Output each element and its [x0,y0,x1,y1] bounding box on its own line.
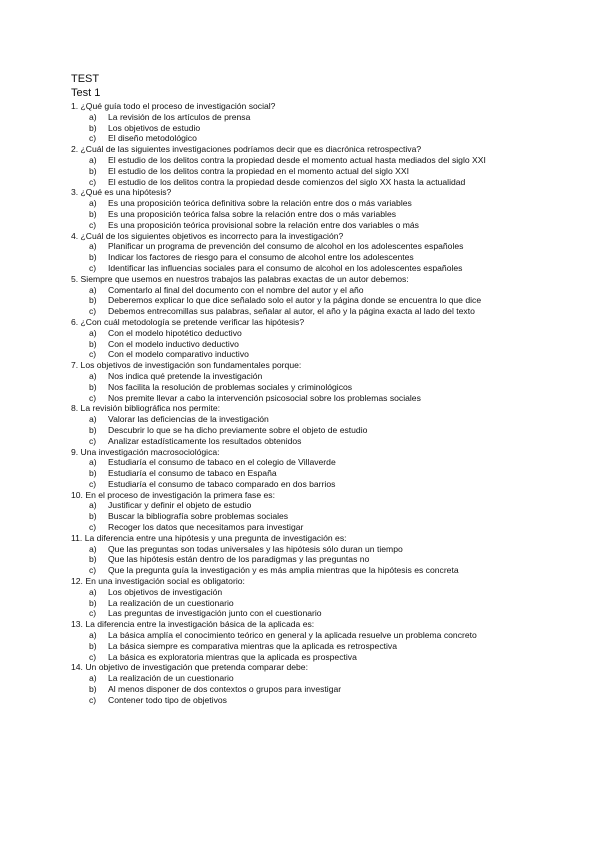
answer-option [71,500,571,511]
option-letter: c) [89,349,97,360]
option-letter: a) [89,111,97,122]
option-text: La realización de un cuestionario [108,673,234,684]
answer-option [71,177,571,188]
option-text: Con el modelo hipotético deductivo [108,327,242,338]
answer-option [71,436,571,447]
document-title: TEST [71,73,100,85]
option-text: Estudiaría el consumo de tabaco comparado en dos barrios [108,478,336,489]
question-text: 8. La revisión bibliográfica nos permite: [71,403,221,414]
option-letter: b) [89,381,97,392]
option-letter: b) [89,208,97,219]
question-block [71,231,571,274]
option-letter: c) [89,522,97,533]
option-text: Identificar las influencias sociales para el consumo de alcohol en los adolescentes españoles [108,262,463,273]
option-text: Comentarlo al final del documento con el nombre del autor y el año [108,284,364,295]
option-text: Contener todo tipo de objetivos [108,694,227,705]
document-page [71,72,571,706]
answer-option [71,598,571,609]
option-letter: c) [89,133,97,144]
option-letter: b) [89,338,97,349]
question-text: 2. ¿Cuál de las siguientes investigaciones podríamos decir que es diacrónica retrospectiva? [71,144,422,155]
option-text: Las preguntas de investigación junto con el cuestionario [108,608,322,619]
option-text: Es una proposición teórica provisional sobre la relación entre dos variables o más [108,219,419,230]
answer-option [71,339,571,350]
answer-option [71,414,571,425]
option-text: Estudiaría el consumo de tabaco en el colegio de Villaverde [108,457,336,468]
option-letter: b) [89,597,97,608]
option-text: Descubrir lo que se ha dicho previamente sobre el objeto de estudio [108,424,368,435]
question-block [71,274,571,317]
question-block [71,187,571,230]
option-letter: c) [89,176,97,187]
answer-option [71,198,571,209]
question-text: 10. En el proceso de investigación la primera fase es: [71,489,275,500]
option-text: Estudiaría el consumo de tabaco en España [108,468,277,479]
option-text: El estudio de los delitos contra la propiedad en el momento actual del siglo XXI [108,165,409,176]
option-letter: c) [89,478,97,489]
option-letter: a) [89,457,97,468]
option-letter: b) [89,424,97,435]
option-letter: a) [89,370,97,381]
answer-option [71,209,571,220]
option-letter: c) [89,694,97,705]
question-block [71,144,571,187]
option-text: La realización de un cuestionario [108,597,234,608]
option-letter: c) [89,435,97,446]
question-text: 13. La diferencia entre la investigación básica de la aplicada es: [71,619,315,630]
option-text: Que la pregunta guía la investigación y es más amplia mientras que la hipótesis es concreta [108,565,459,576]
option-letter: a) [89,241,97,252]
option-text: Con el modelo comparativo inductivo [108,349,249,360]
question-block [71,317,571,360]
question-text: 12. En una investigación social es obligatorio: [71,576,245,587]
answer-option [71,349,571,360]
answer-option [71,155,571,166]
option-text: Nos premite llevar a cabo la intervención psicosocial sobre los problemas sociales [108,392,421,403]
option-text: Que las hipótesis están dentro de los paradigmas y las preguntas no [108,554,370,565]
option-text: Planificar un programa de prevención del consumo de alcohol en los adolescentes españoles [108,241,464,252]
option-letter: b) [89,640,97,651]
option-letter: a) [89,284,97,295]
option-text: La revisión de los artículos de prensa [108,111,251,122]
option-letter: a) [89,543,97,554]
answer-option [71,425,571,436]
answer-option [71,587,571,598]
option-text: Los objetivos de estudio [108,122,201,133]
answer-option [71,457,571,468]
option-letter: a) [89,500,97,511]
answer-option [71,673,571,684]
answer-option [71,123,571,134]
option-letter: b) [89,295,97,306]
question-block [71,490,571,533]
answer-option [71,684,571,695]
option-letter: c) [89,608,97,619]
question-block [71,403,571,446]
option-letter: a) [89,198,97,209]
option-text: Analizar estadísticamente los resultados obtenidos [108,435,302,446]
option-text: Debemos entrecomillas sus palabras, señalar al autor, el año y la página exacta al lado del texto [108,306,475,317]
option-letter: b) [89,554,97,565]
answer-option [71,695,571,706]
option-letter: b) [89,511,97,522]
option-text: Nos facilita la resolución de problemas sociales y criminológicos [108,381,353,392]
option-letter: c) [89,306,97,317]
option-text: Con el modelo inductivo deductivo [108,338,239,349]
question-text: 7. Los objetivos de investigación son fundamentales porque: [71,360,302,371]
option-text: Deberemos explicar lo que dice señalado solo el autor y la página donde se encuentra lo que dice [108,295,482,306]
answer-option [71,544,571,555]
answer-option [71,371,571,382]
option-letter: a) [89,327,97,338]
option-text: Que las preguntas son todas universales y las hipótesis sólo duran un tiempo [108,543,403,554]
option-text: Al menos disponer de dos contextos o grupos para investigar [108,684,342,695]
option-letter: c) [89,392,97,403]
option-text: Los objetivos de investigación [108,586,223,597]
answer-option [71,263,571,274]
option-letter: b) [89,684,97,695]
question-text: 3. ¿Qué es una hipótesis? [71,187,172,198]
answer-option [71,252,571,263]
answer-option [71,468,571,479]
option-letter: b) [89,122,97,133]
option-letter: c) [89,219,97,230]
answer-option [71,511,571,522]
option-text: Es una proposición teórica falsa sobre la relación entre dos o más variables [108,208,397,219]
answer-option [71,479,571,490]
answer-option [71,220,571,231]
answer-option [71,630,571,641]
answer-option [71,166,571,177]
option-text: El estudio de los delitos contra la propiedad desde comienzos del siglo XX hasta la actualidad [108,176,466,187]
option-text: La básica es exploratoria mientras que la aplicada es prospectiva [108,651,357,662]
option-letter: b) [89,165,97,176]
answer-option [71,565,571,576]
question-block [71,662,571,705]
option-letter: a) [89,414,97,425]
option-text: La básica amplía el conocimiento teórico en general y la aplicada resuelve un problema concreto [108,630,477,641]
option-text: Nos indica qué pretende la investigación [108,370,263,381]
option-text: Buscar la bibliografía sobre problemas sociales [108,511,289,522]
question-text: 11. La diferencia entre una hipótesis y una pregunta de investigación es: [71,532,347,543]
question-text: 5. Siempre que usemos en nuestros trabajos las palabras exactas de un autor debemos: [71,273,409,284]
option-text: Recoger los datos que necesitamos para investigar [108,522,304,533]
option-text: La básica siempre es comparativa mientras que la aplicada es retrospectiva [108,640,397,651]
option-text: Indicar los factores de riesgo para el consumo de alcohol entre los adolescentes [108,252,414,263]
option-text: El diseño metodológico [108,133,197,144]
answer-option [71,306,571,317]
question-block [71,447,571,490]
answer-option [71,285,571,296]
answer-option [71,652,571,663]
option-letter: c) [89,262,97,273]
option-text: El estudio de los delitos contra la propiedad desde el momento actual hasta mediados del siglo XXI [108,154,486,165]
option-text: Justificar y definir el objeto de estudio [108,500,252,511]
question-block [71,360,571,403]
question-text: 1. ¿Qué guía todo el proceso de investigación social? [71,101,276,111]
option-letter: c) [89,651,97,662]
answer-option [71,112,571,123]
question-block [71,576,571,619]
question-block [71,619,571,662]
question-text: 9. Una investigación macrosociológica: [71,446,220,457]
answer-option [71,554,571,565]
option-letter: b) [89,252,97,263]
option-text: Valorar las deficiencias de la investigación [108,414,269,425]
option-letter: a) [89,586,97,597]
question-block [71,533,571,576]
question-text: 4. ¿Cuál de los siguientes objetivos es incorrecto para la investigación? [71,230,344,241]
answer-option [71,641,571,652]
answer-option [71,393,571,404]
question-block [71,101,571,144]
option-letter: c) [89,565,97,576]
option-letter: a) [89,630,97,641]
question-text: 6. ¿Con cuál metodología se pretende verificar las hipótesis? [71,316,305,327]
answer-option [71,608,571,619]
answer-option [71,133,571,144]
answer-option [71,295,571,306]
option-letter: a) [89,154,97,165]
question-list [71,101,571,706]
question-text: 14. Un objetivo de investigación que pretenda comparar debe: [71,662,308,673]
option-letter: a) [89,673,97,684]
answer-option [71,328,571,339]
answer-option [71,522,571,533]
document-subtitle: Test 1 [71,87,101,99]
answer-option [71,382,571,393]
option-letter: b) [89,468,97,479]
answer-option [71,241,571,252]
option-text: Es una proposición teórica definitiva sobre la relación entre dos o más variables [108,198,412,209]
